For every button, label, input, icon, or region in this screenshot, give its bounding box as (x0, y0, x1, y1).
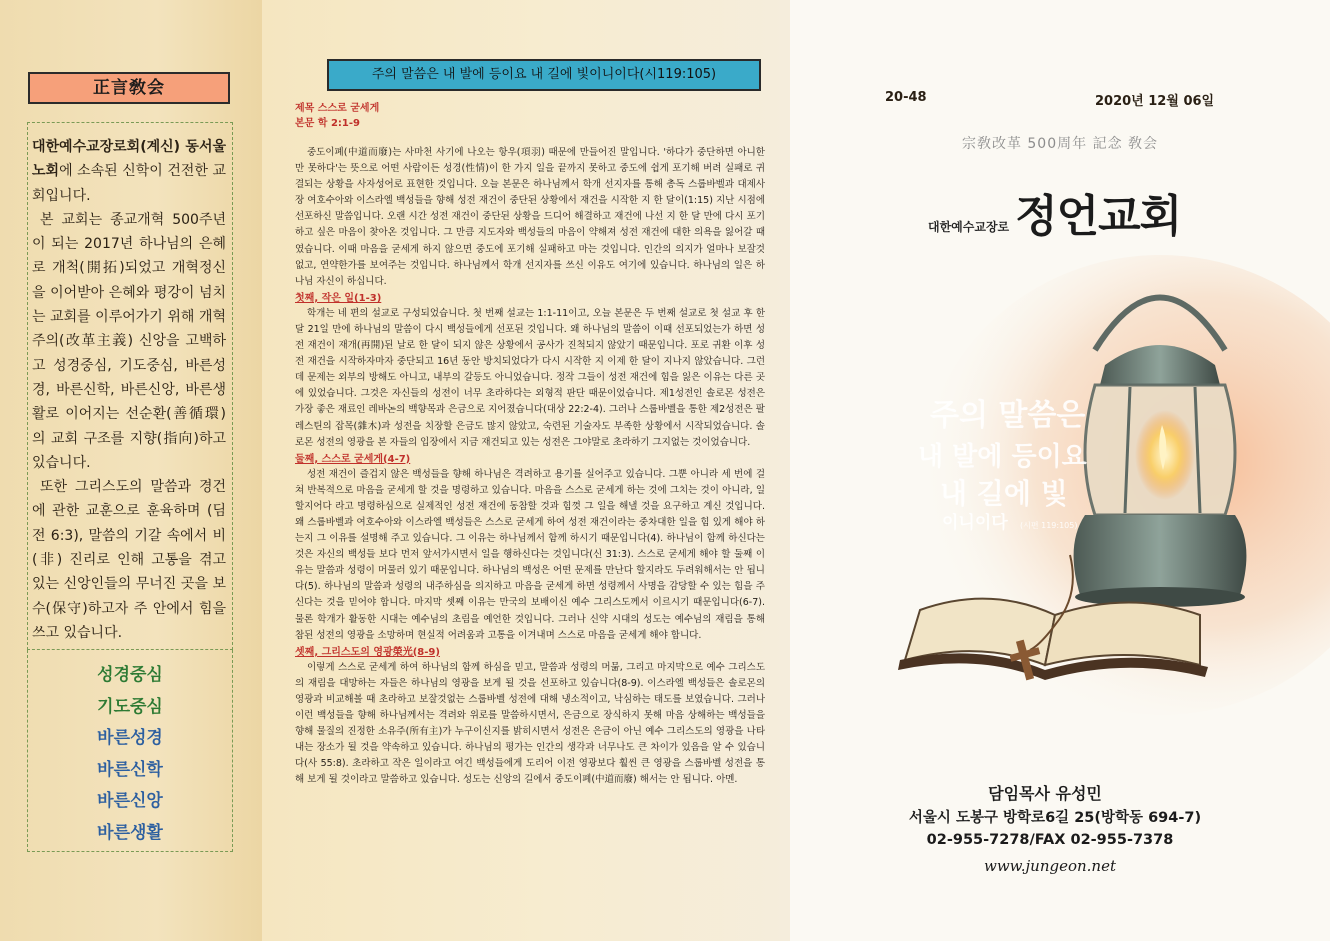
verse-art-line: 내 발에 등이요 (918, 442, 1087, 472)
pillar-item: 바른성경 (97, 728, 163, 748)
sermon-paragraph: 성전 재건이 즐겁지 않은 백성들을 향해 하나님은 격려하고 용기를 실어주고 있습니다. 그뿐 아니라 세 번에 걸쳐 반복적으로 마음을 굳세게 할 것을 명령하고 있습니다. 마음을 스스로 굳세게 하는 것에 그치는 것이 아니라, 일할지어다 라고 명령하심으로 실제적인 성전 재건에 동참할 것과 힘껏 그 일을 해낼 것을 요구하고 계신 것입니다. 왜 스룹바벨과 여호수아와 이스라엘 백성들은 스스로 굳세게 하여 성전 재건이라는 중차대한 일을 힘 있게 해야 하는지 그 이유를 설명해 주고 있습니다. 그 이유는 하나님께서 함께 하시기 때문입니다(4). 하나님이 함께 하신다는 것은 자신의 백성들 보다 먼저 앞서가시면서 일을 행하신다는 것입니다(신 31:3). 스스로 굳세게 해야 할 둘째 이유는 말씀과 성령이 머물러 있기 때문입니다. 하나님의 백성은 어떤 문제를 만난다 할지라도 두려워해서는 안 됩니다(5). 하나님의 말씀과 성령의 내주하심을 의지하고 마음을 굳세게 하면 성령께서 사명을 감당할 수 있는 힘을 주신다는 것을 믿어야 합니다. 마지막 셋째 이유는 만국의 보배이신 예수 그리스도께서 이르시기 때문입니다(6-7). 물론 학개가 활동한 시대는 예수님의 초림을 예언한 것입니다. 그러나 신약 시대의 성도는 예수님의 재림을 통해 참된 성전의 영광을 소망하며 현실적 어려움과 고통을 이겨내며 스스로 마음을 굳세게 해야 합니다. (295, 468, 765, 641)
denomination-label: 대한예수교장로 (928, 220, 1010, 234)
issue-number: 20-48 (885, 90, 927, 105)
sermon-paragraph: 학개는 네 편의 설교로 구성되었습니다. 첫 번째 설교는 1:1-11이고, 오늘 본문은 두 번째 설교로 첫 설교 후 한 달 21일 만에 하나님의 말씀이 다시 백성들에게 선포된 것입니다. 왜 하나님의 말씀이 이때 선포되었는가 하면 성전 재건이 재개(再開)된 날로 한 달이 되지 않은 상황에서 공사가 진척되지 않았기 때문입니다. 포로 귀환 이후 성전 재건을 시작하자마자 중단되고 16년 동안 방치되었다가 다시 시작한 지 이제 한 달이 지나지 않았습니다. 그런데 문제는 외부의 방해도 아니고, 내부의 갈등도 아니었습니다. 정작 그들이 성전 재건에 힘을 잃은 이유는 다른 곳에 있었습니다. 그것은 자신들의 성전이 너무 초라하다는 외형적 판단 때문이었습니다. 제1성전인 솔로몬 성전은 가장 좋은 재료인 레바논의 백향목과 은금으로 지어졌습니다(대상 22:2-4). 그러나 스룹바벨을 통한 제2성전은 팔레스틴의 잡목(雜木)과 성전을 치장할 은금도 많지 않았고, 숙련된 기술자도 부족한 상황에서 시작되었습니다. 솔로몬 성전의 영광을 본 자들의 입장에서 지금 재건되고 있는 성전은 그야말로 초라하기 그지없는 것이었습니다. (295, 307, 765, 448)
lantern-base (1074, 515, 1247, 595)
memorial-subtitle: 宗敎改革 500周年 記念 敎会 (961, 136, 1159, 152)
section-heading: 둘째, 스스로 굳세게(4-7) (295, 453, 411, 465)
verse-art-ref: (시편 119:105) (1020, 521, 1078, 530)
spacer (295, 131, 765, 145)
church-name-tag: 正言敎会 (28, 72, 230, 104)
section-heading: 첫째, 작은 일(1-3) (295, 292, 382, 304)
theme-verse: 주의 말씀은 내 발에 등이요 내 길에 빛이니이다(시119:105) (327, 59, 761, 91)
verse-art-line: 주의 말씀은 (930, 398, 1086, 433)
pastor-name: 담임목사 유성민 (988, 784, 1102, 803)
left-panel (0, 0, 262, 941)
sermon-title: 제목 스스로 굳세게 (295, 103, 380, 114)
lantern-bible-illustration (880, 255, 1330, 725)
church-pillars (27, 650, 233, 852)
bible-right-page (1045, 603, 1200, 666)
intro-paragraph-3 (32, 475, 226, 645)
pillar-item: 바른신앙 (97, 791, 163, 811)
intro-denomination: 대한예수교장로회(계신) 동서울 노회 (32, 139, 226, 180)
sermon-scripture: 본문 학 2:1-9 (295, 118, 360, 129)
church-phone: 02-955-7278/FAX 02-955-7378 (926, 832, 1174, 848)
intro-paragraph-1 (32, 135, 226, 208)
pillar-item: 성경중심 (97, 665, 163, 685)
cover-panel (790, 0, 1330, 941)
sermon-paragraph: 이렇게 스스로 굳세게 하여 하나님의 함께 하심을 믿고, 말씀과 성령의 머묾, 그리고 마지막으로 예수 그리스도의 재림을 대망하는 자들은 하나님의 영광을 보게 될 것을 선포하고 있습니다(8-9). 이스라엘 백성들은 솔로몬의 영광과 비교해볼 때 초라하고 보잘것없는 스룹바벨 성전에 대해 냉소적이고, 낙심하는 태도를 보였습니다. 그러나 이런 백성들을 향해 하나님께서는 격려와 위로를 말씀하시면서, 은금으로 장식하지 못해 마음 상해하는 백성들을 향해 물질의 진정한 소유주(所有主)가 누구이신지를 밝히시면서 성전은 은금이 아닌 예수 그리스도의 영광을 나타내는 장소가 될 것을 약속하고 있습니다. 하나님의 평가는 인간의 생각과 너무나도 큰 차이가 있음을 알 수 있습니다(사 55:8). 초라하고 작은 일이라고 여긴 백성들에게 도리어 이전 영광보다 훨씬 큰 영광을 스룹바벨 성전을 통해 보게 될 것이라고 말씀하고 있습니다. 성도는 신앙의 길에서 중도이폐(中道而廢) 해서는 안 됩니다. 아멘. (295, 661, 765, 786)
pillar-item: 바른신학 (97, 759, 163, 780)
verse-art-line: 이니이다 (942, 513, 1008, 533)
sermon-paragraph: 중도이폐(中道而廢)는 사마천 사기에 나오는 항우(項羽) 때문에 만들어진 말입니다. '하다가 중단하면 아니한 만 못하다'는 뜻으로 어떤 사람이든 성경(性情)이 한 가지 일을 끝까지 못하고 중도에 쉽게 포기해 버려 실패로 귀결되는 상황을 사자성어로 표현한 것입니다. 오늘 본문은 하나님께서 학개 선지자를 통해 총독 스룹바벨과 대제사장 여호수아와 이스라엘 백성들을 향해 성전 재건이 중단된 상황에서 재건을 시작한 지 한 달이(1:15) 지난 시점에 선포하신 말씀입니다. 오랜 시간 성전 재건이 중단된 상황을 드디어 해결하고 재건에 나선 지 한 달 만에 다시 포기하고 싶은 마음이 찾아온 것입니다. 그 만큼 지도자와 백성들의 마음이 약해져 성전 재건에 대한 의욕을 잃어갈 때였습니다. 이때 마음을 굳세게 하지 않으면 중도에 포기해 실패하고 마는 것입니다. 인간의 의지가 얼마나 보잘것없고, 연약한가를 보여주는 것입니다. 하나님께서 학개 선지자를 쓰신 이유도 여기에 있습니다. 하나님의 일은 하나님 자신이 하십니다. (295, 147, 765, 287)
church-website[interactable]: www.jungeon.net (984, 857, 1116, 875)
pillar-item: 기도중심 (97, 696, 163, 717)
church-name: 정언교회 (1015, 191, 1182, 242)
sermon-panel (262, 0, 790, 941)
intro-text-3: 또한 그리스도의 말씀과 경건에 관한 교훈으로 훈육하며 (딤전 6:3), 말씀의 기갈 속에서 비(非) 진리로 인해 고통을 겪고 있는 신앙인들의 무너진 곳을 보수(保守)하고자 주 안에서 힘을 쓰고 있습니다. (32, 479, 226, 641)
intro-text-1: 에 소속된 신학이 건전한 교회입니다. (32, 163, 226, 204)
church-address: 서울시 도봉구 방학로6길 25(방학동 694-7) (908, 810, 1202, 826)
section-heading: 셋째, 그리스도의 영광榮光(8-9) (295, 646, 440, 658)
bulletin-date: 2020년 12월 06일 (1095, 94, 1215, 109)
church-introduction (27, 122, 233, 650)
intro-text-2: 본 교회는 종교개혁 500주년이 되는 2017년 하나님의 은혜로 개척(開拓)되었고 개혁정신을 이어받아 은혜와 평강이 넘치는 교회를 이루어가기 위해 개혁주의(改革主義) 신앙을 고백하고 성경중심, 기도중심, 바른성경, 바른신학, 바른신앙, 바른생활로 이어지는 선순환(善循環)의 교회 구조를 지향(指向)하고 있습니다. (32, 211, 226, 471)
intro-paragraph-2 (32, 208, 226, 475)
pillar-item: 바른생활 (97, 822, 163, 843)
sermon-body (295, 101, 765, 788)
verse-art-line: 내 길에 빛 (940, 477, 1068, 510)
church-logo (928, 180, 1181, 244)
